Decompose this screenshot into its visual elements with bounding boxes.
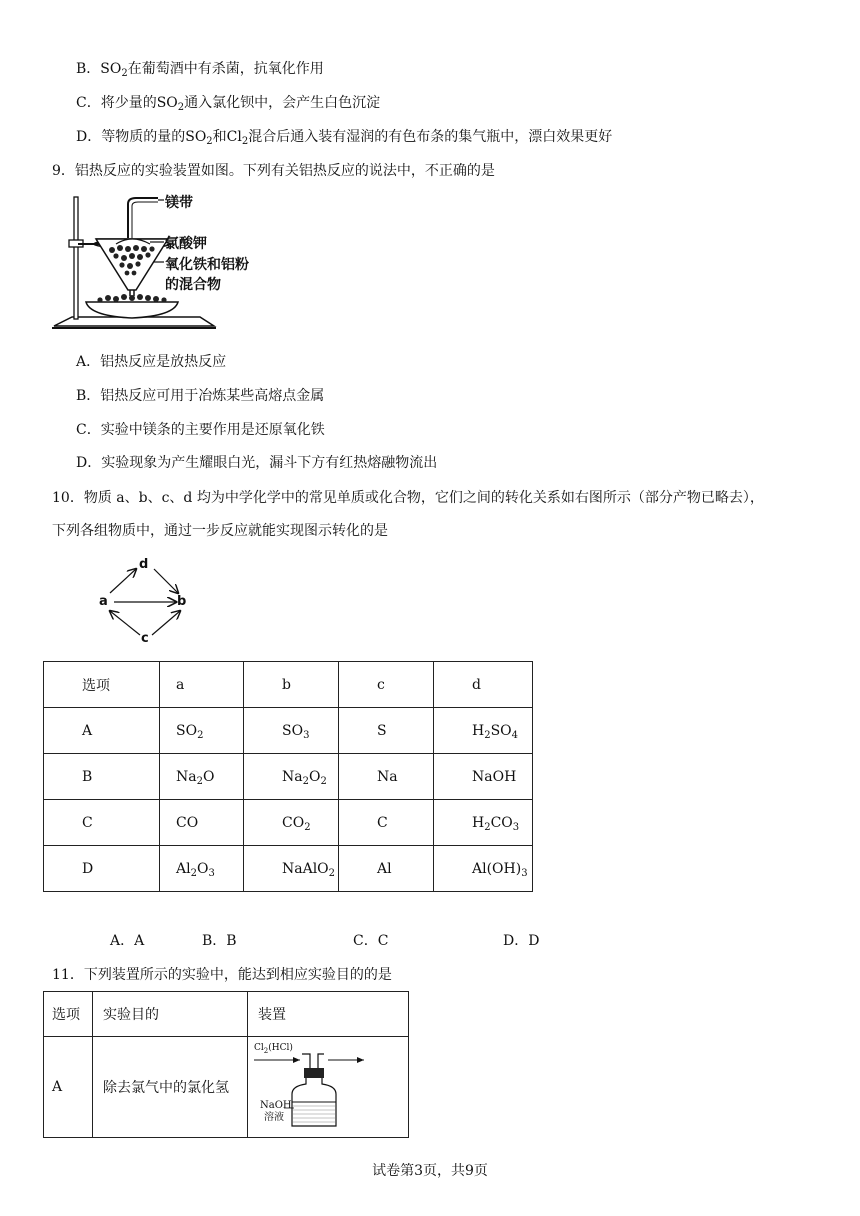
- cell-c: Na: [339, 754, 434, 800]
- q8-option-d: [76, 127, 612, 147]
- header-cell: 选项: [44, 992, 93, 1037]
- option-cell: A: [44, 708, 160, 754]
- q8-d-sub-2: 2: [241, 136, 249, 147]
- solution-label-line1: NaOH: [260, 1100, 292, 1111]
- q10-answer-d: D．D: [503, 933, 540, 949]
- header-cell: a: [160, 662, 244, 708]
- label-potassium-chlorate: 氯酸钾: [165, 236, 207, 252]
- header-cell: b: [244, 662, 339, 708]
- cell-d: NaOH: [434, 754, 533, 800]
- q9-option-a: A．铝热反应是放热反应: [76, 354, 227, 370]
- option-cell: A: [44, 1037, 93, 1138]
- q9-option-c: C．实验中镁条的主要作用是还原氧化铁: [76, 422, 325, 438]
- cell-d: $Al(OH)_3$: [434, 846, 533, 892]
- purpose-cell: 除去氯气中的氯化氢: [93, 1037, 248, 1138]
- cell-b: $CO_2$: [244, 800, 339, 846]
- cell-a: $SO_2$: [160, 708, 244, 754]
- option-cell: C: [44, 800, 160, 846]
- cell-a: $Al_2O_3$: [160, 846, 244, 892]
- q10-answer-a: A．A: [110, 933, 145, 949]
- diagram-label-c: c: [141, 631, 149, 646]
- q10-stem-line1: 10．物质 a、b、c、d 均为中学化学中的常见单质或化合物，它们之间的转化关系如右图所示（部分产物已略去），: [52, 490, 764, 506]
- cell-c: C: [339, 800, 434, 846]
- cell-c: Al: [339, 846, 434, 892]
- solution-label-line2: 溶液: [264, 1112, 284, 1123]
- q8-d-text-3: 混合后通入装有湿润的有色布条的集气瓶中，漂白效果更好: [248, 129, 613, 145]
- q8-b-text-2: 在葡萄酒中有杀菌，抗氧化作用: [127, 61, 324, 77]
- q8-d-text-2: 和Cl: [212, 129, 242, 145]
- option-cell: B: [44, 754, 160, 800]
- header-cell: d: [434, 662, 533, 708]
- header-cell: 实验目的: [93, 992, 248, 1037]
- page-footer: 试卷第3页，共9页: [372, 1163, 488, 1179]
- q8-d-sub: 2: [206, 136, 213, 147]
- label-mixture-line2: 的混合物: [165, 277, 221, 293]
- label-mixture-line1: 氧化铁和铝粉: [165, 257, 249, 273]
- q8-c-sub: 2: [177, 102, 185, 113]
- q8-b-sub: 2: [121, 68, 128, 79]
- cell-d: $H_2CO_3$: [434, 800, 533, 846]
- cell-c: S: [339, 708, 434, 754]
- q8-option-c: [76, 93, 380, 113]
- gas-label: $Cl_2(HCl)$: [254, 1043, 293, 1055]
- table-row: [44, 800, 533, 846]
- option-cell: D: [44, 846, 160, 892]
- cell-d: $H_2SO_4$: [434, 708, 533, 754]
- diagram-label-a: a: [99, 594, 108, 609]
- table-row: [44, 846, 533, 892]
- q9-stem: 9．铝热反应的实验装置如图。下列有关铝热反应的说法中，不正确的是: [52, 163, 495, 179]
- header-cell: 装置: [248, 992, 409, 1037]
- table-header-row: [44, 662, 533, 708]
- q8-c-text: C．将少量的SO: [76, 95, 178, 111]
- label-magnesium-ribbon: 镁带: [165, 195, 193, 211]
- q11-stem: 11．下列装置所示的实验中，能达到相应实验目的的是: [52, 967, 392, 983]
- q10-answer-b: B．B: [202, 933, 237, 949]
- q10-options-table: [43, 661, 533, 892]
- table-header-row: [44, 992, 409, 1037]
- header-cell: c: [339, 662, 434, 708]
- table-row: [44, 754, 533, 800]
- diagram-label-b: b: [177, 594, 187, 609]
- q10-answer-c: C．C: [353, 933, 389, 949]
- table-row: [44, 708, 533, 754]
- diagram-label-d: d: [139, 557, 149, 572]
- q9-option-d: D．实验现象为产生耀眼白光，漏斗下方有红热熔融物流出: [76, 455, 438, 471]
- cell-a: CO: [160, 800, 244, 846]
- q10-stem-line2: 下列各组物质中，通过一步反应就能实现图示转化的是: [52, 523, 388, 539]
- q8-b-text: B．SO: [76, 61, 122, 77]
- q8-c-text-2: 通入氯化钡中，会产生白色沉淀: [184, 95, 381, 111]
- q8-option-b: [76, 59, 324, 79]
- q9-option-b: B．铝热反应可用于冶炼某些高熔点金属: [76, 388, 325, 404]
- cell-b: $SO_3$: [244, 708, 339, 754]
- q8-d-text: D．等物质的量的SO: [76, 129, 207, 145]
- header-cell: 选项: [44, 662, 160, 708]
- cell-a: $Na_2O$: [160, 754, 244, 800]
- cell-b: $Na_2O_2$: [244, 754, 339, 800]
- cell-b: NaAlO$_2$: [244, 846, 339, 892]
